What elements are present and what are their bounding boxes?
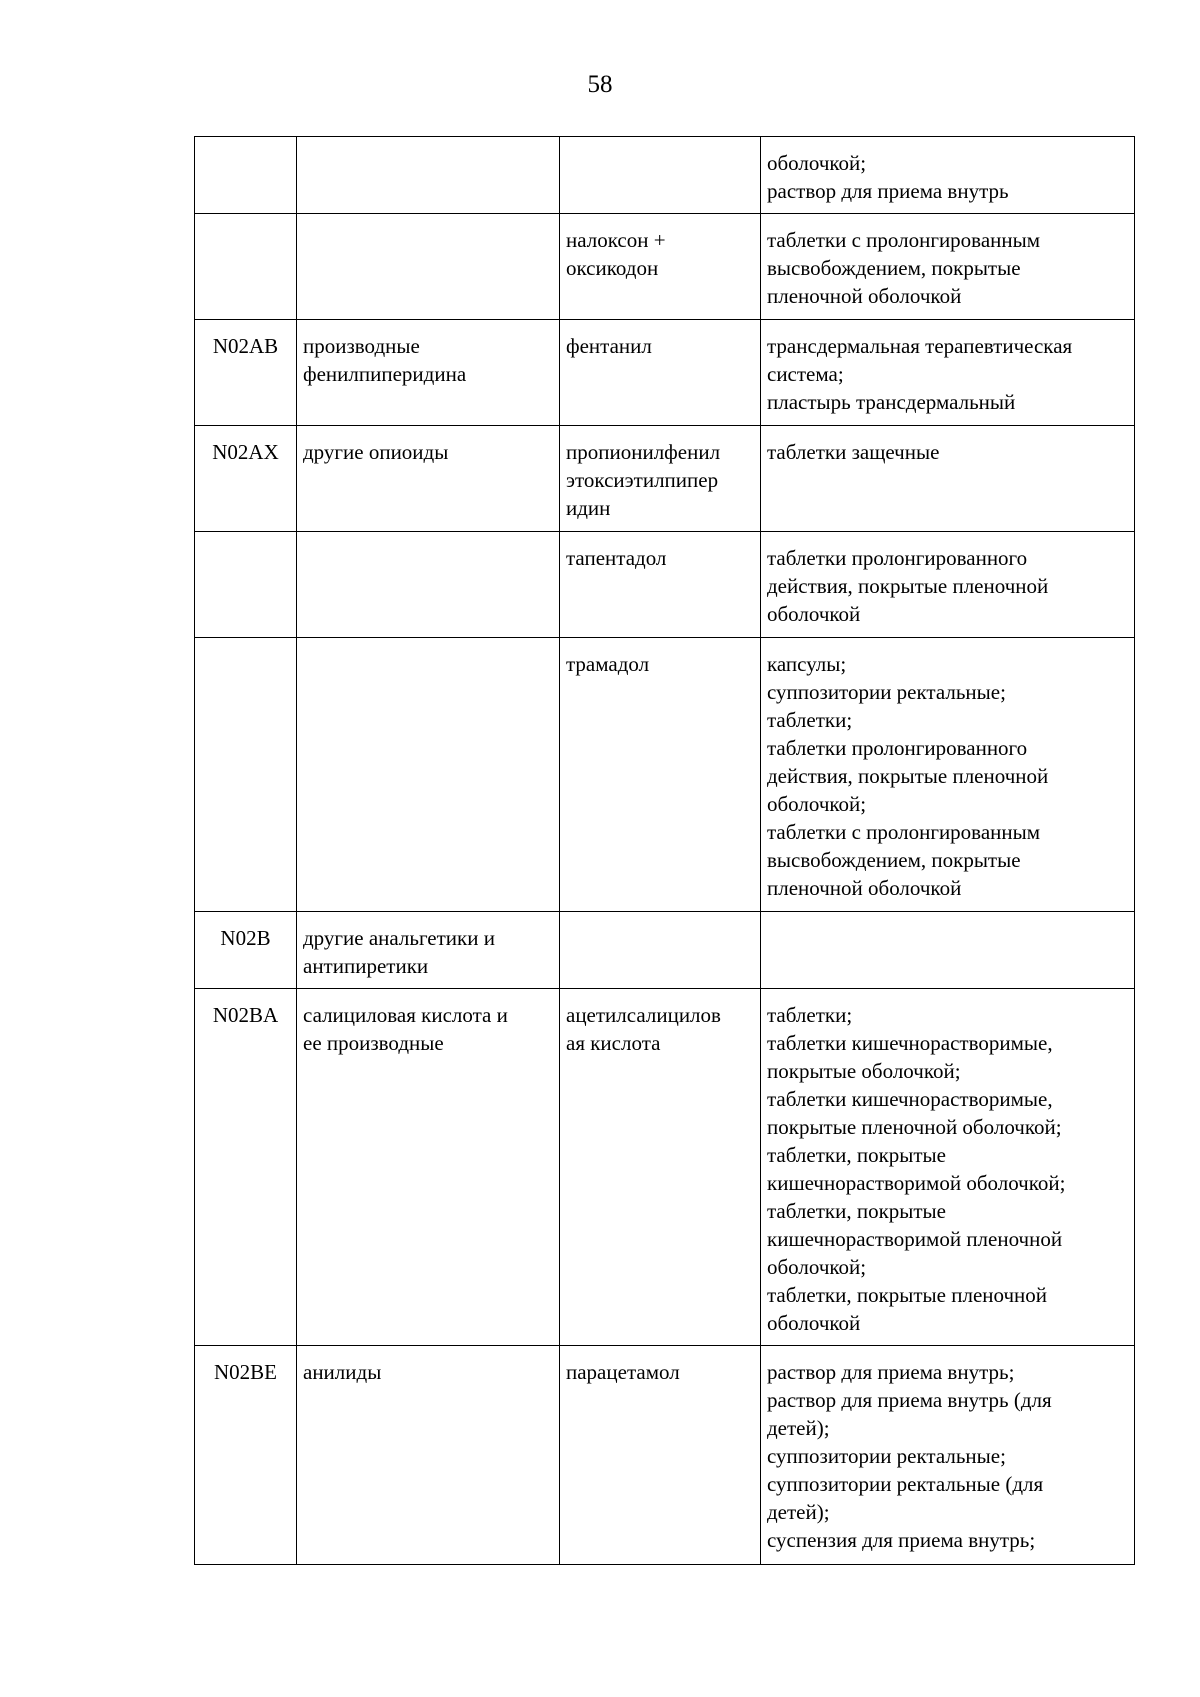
- atc-code-cell: N02BA: [195, 989, 297, 1346]
- drug-name-line: налоксон +: [566, 228, 666, 252]
- drug-name-cell: [560, 214, 761, 320]
- dosage-forms-line: пластырь трансдермальный: [767, 390, 1016, 414]
- dosage-forms-cell: [761, 320, 1135, 426]
- drug-name-cell: [560, 532, 761, 638]
- group-name-line: ее производные: [303, 1031, 444, 1055]
- dosage-forms-line: таблетки с пролонгированным: [767, 820, 1041, 844]
- drug-name-cell: [560, 426, 761, 532]
- dosage-forms-cell: [761, 137, 1135, 214]
- table-row: [195, 912, 1135, 989]
- drug-name-line: ацетилсалицилов: [566, 1003, 721, 1027]
- group-name-line: другие анальгетики и: [303, 926, 495, 950]
- drug-name-line: трамадол: [566, 652, 650, 676]
- table-body: [195, 137, 1135, 1565]
- table-row: [195, 638, 1135, 912]
- dosage-forms-line: пленочной оболочкой: [767, 876, 962, 900]
- atc-code-cell: N02BE: [195, 1346, 297, 1565]
- dosage-forms-line: действия, покрытые пленочной: [767, 574, 1049, 598]
- group-name-line: салициловая кислота и: [303, 1003, 508, 1027]
- dosage-forms-line: оболочкой;: [767, 792, 867, 816]
- group-name-cell: [297, 137, 560, 214]
- group-name-cell: [297, 320, 560, 426]
- group-name-cell: [297, 638, 560, 912]
- dosage-forms-line: суппозитории ректальные;: [767, 1444, 1006, 1468]
- group-name-line: фенилпиперидина: [303, 362, 467, 386]
- drug-name-line: ая кислота: [566, 1031, 661, 1055]
- dosage-forms-line: раствор для приема внутрь: [767, 179, 1009, 203]
- dosage-forms-cell: [761, 426, 1135, 532]
- dosage-forms-line: таблетки пролонгированного: [767, 546, 1028, 570]
- dosage-forms-line: покрытые пленочной оболочкой;: [767, 1115, 1062, 1139]
- drug-name-line: фентанил: [566, 334, 652, 358]
- dosage-forms-line: таблетки, покрытые пленочной: [767, 1283, 1048, 1307]
- group-name-cell: [297, 426, 560, 532]
- dosage-forms-line: таблетки;: [767, 1003, 853, 1027]
- dosage-forms-line: покрытые оболочкой;: [767, 1059, 961, 1083]
- group-name-line: антипиретики: [303, 954, 429, 978]
- drug-name-cell: [560, 1346, 761, 1565]
- table-row: [195, 532, 1135, 638]
- page-number: 58: [587, 71, 613, 98]
- dosage-forms-line: суппозитории ректальные (для: [767, 1472, 1044, 1496]
- dosage-forms-cell: [761, 1346, 1135, 1565]
- group-name-cell: [297, 989, 560, 1346]
- dosage-forms-line: таблетки пролонгированного: [767, 736, 1028, 760]
- dosage-forms-line: оболочкой: [767, 602, 861, 626]
- group-name-line: другие опиоиды: [303, 440, 449, 464]
- dosage-forms-line: пленочной оболочкой: [767, 284, 962, 308]
- drug-name-cell: [560, 320, 761, 426]
- drug-name-cell: [560, 989, 761, 1346]
- dosage-forms-cell: [761, 532, 1135, 638]
- dosage-forms-cell: [761, 214, 1135, 320]
- dosage-forms-line: таблетки, покрытые: [767, 1143, 946, 1167]
- atc-code-cell: N02AX: [195, 426, 297, 532]
- drug-name-cell: [560, 912, 761, 989]
- dosage-forms-line: высвобождением, покрытые: [767, 848, 1021, 872]
- dosage-forms-line: оболочкой: [767, 1311, 861, 1335]
- drug-name-line: тапентадол: [566, 546, 667, 570]
- atc-code-cell: [195, 638, 297, 912]
- drug-name-line: идин: [566, 496, 611, 520]
- drug-name-line: этоксиэтилпипер: [566, 468, 719, 492]
- drug-name-cell: [560, 137, 761, 214]
- dosage-forms-line: детей);: [767, 1500, 830, 1524]
- group-name-line: анилиды: [303, 1360, 382, 1384]
- group-name-cell: [297, 1346, 560, 1565]
- dosage-forms-line: таблетки, покрытые: [767, 1199, 946, 1223]
- atc-code-cell: N02B: [195, 912, 297, 989]
- dosage-forms-line: суппозитории ректальные;: [767, 680, 1006, 704]
- table-row: [195, 989, 1135, 1346]
- dosage-forms-line: система;: [767, 362, 844, 386]
- dosage-forms-line: таблетки кишечнорастворимые,: [767, 1087, 1053, 1111]
- dosage-forms-line: таблетки защечные: [767, 440, 940, 464]
- dosage-forms-line: детей);: [767, 1416, 830, 1440]
- atc-code-cell: [195, 137, 297, 214]
- dosage-forms-line: действия, покрытые пленочной: [767, 764, 1049, 788]
- dosage-forms-line: раствор для приема внутрь (для: [767, 1388, 1052, 1412]
- drug-name-cell: [560, 638, 761, 912]
- atc-code-cell: N02AB: [195, 320, 297, 426]
- dosage-forms-line: таблетки;: [767, 708, 853, 732]
- dosage-forms-line: оболочкой;: [767, 1255, 867, 1279]
- table-row: [195, 214, 1135, 320]
- dosage-forms-line: высвобождением, покрытые: [767, 256, 1021, 280]
- drug-table: [194, 136, 1135, 1565]
- dosage-forms-line: оболочкой;: [767, 151, 867, 175]
- dosage-forms-line: таблетки с пролонгированным: [767, 228, 1041, 252]
- group-name-cell: [297, 214, 560, 320]
- dosage-forms-cell: [761, 912, 1135, 989]
- atc-code-cell: [195, 214, 297, 320]
- dosage-forms-line: суспензия для приема внутрь;: [767, 1528, 1036, 1552]
- group-name-cell: [297, 912, 560, 989]
- group-name-line: производные: [303, 334, 420, 358]
- dosage-forms-line: капсулы;: [767, 652, 847, 676]
- dosage-forms-cell: [761, 989, 1135, 1346]
- table-row: [195, 1346, 1135, 1565]
- dosage-forms-line: раствор для приема внутрь;: [767, 1360, 1015, 1384]
- drug-name-line: парацетамол: [566, 1360, 680, 1384]
- dosage-forms-line: кишечнорастворимой оболочкой;: [767, 1171, 1066, 1195]
- table-row: [195, 137, 1135, 214]
- dosage-forms-line: кишечнорастворимой пленочной: [767, 1227, 1063, 1251]
- dosage-forms-cell: [761, 638, 1135, 912]
- table-row: [195, 320, 1135, 426]
- drug-name-line: пропионилфенил: [566, 440, 721, 464]
- group-name-cell: [297, 532, 560, 638]
- atc-code-cell: [195, 532, 297, 638]
- dosage-forms-line: трансдермальная терапевтическая: [767, 334, 1073, 358]
- drug-name-line: оксикодон: [566, 256, 659, 280]
- table-row: [195, 426, 1135, 532]
- dosage-forms-line: таблетки кишечнорастворимые,: [767, 1031, 1053, 1055]
